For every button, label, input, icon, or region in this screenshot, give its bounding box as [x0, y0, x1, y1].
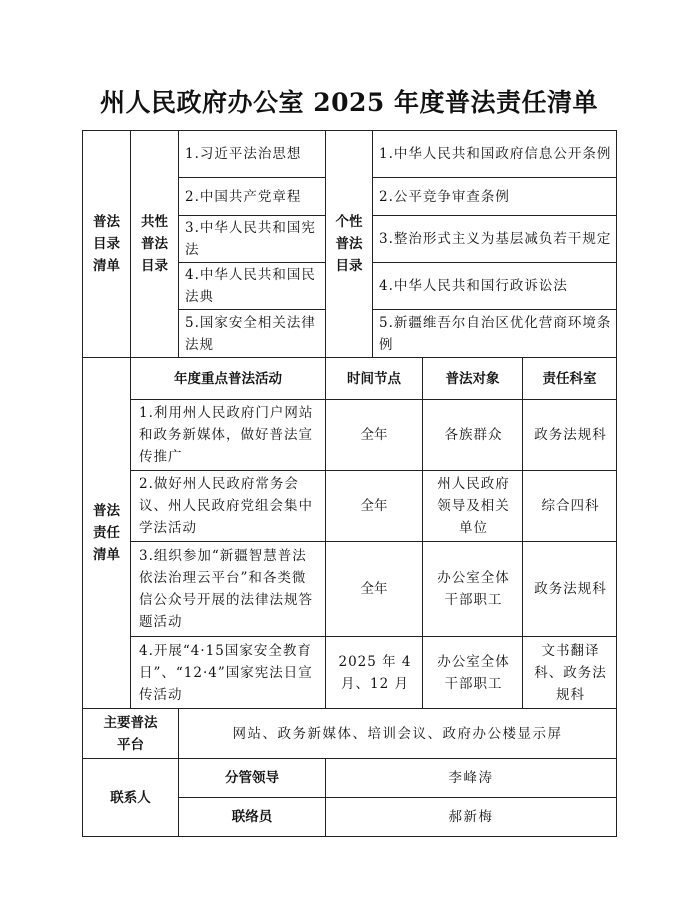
specific-item: 2.公平竞争审查条例: [373, 178, 617, 216]
table-row: [83, 400, 617, 471]
dept-cell: 政务法规科: [523, 400, 617, 471]
specific-item: 4.中华人民共和国行政诉讼法: [373, 263, 617, 310]
common-item: 3.中华人民共和国宪法: [179, 216, 326, 263]
dept-cell: 文书翻译科、政务法规科: [523, 637, 617, 709]
target-cell: 各族群众: [423, 400, 523, 471]
dept-cell: 政务法规科: [523, 542, 617, 637]
specific-item: 5.新疆维吾尔自治区优化营商环境条例: [373, 310, 617, 358]
platform-label: 主要普法 平台: [83, 709, 179, 759]
header-dept: 责任科室: [523, 358, 617, 400]
section2-label: 普法 责任 清单: [83, 358, 131, 709]
common-item: 1.习近平法治思想: [179, 131, 326, 178]
liaison-label: 联络员: [179, 798, 326, 837]
common-item: 2.中国共产党章程: [179, 178, 326, 216]
liaison-name: 郝新梅: [326, 798, 617, 837]
section1-label: 普法 目录 清单: [83, 131, 131, 358]
activity-cell: 2.做好州人民政府常务会议、州人民政府党组会集中学法活动: [131, 471, 326, 542]
header-time: 时间节点: [326, 358, 423, 400]
contact-label: 联系人: [83, 759, 179, 837]
responsibility-table: [82, 130, 617, 837]
specific-catalog-label: 个性 普法 目录: [326, 131, 373, 358]
header-activity: 年度重点普法活动: [131, 358, 326, 400]
header-target: 普法对象: [423, 358, 523, 400]
activity-cell: 1.利用州人民政府门户网站和政务新媒体，做好普法宣传推广: [131, 400, 326, 471]
table-row: [83, 471, 617, 542]
time-cell: 全年: [326, 471, 423, 542]
table-row: [83, 637, 617, 709]
activity-cell: 4.开展“4·15国家安全教育日”、“12·4”国家宪法日宣传活动: [131, 637, 326, 709]
leader-name: 李峰涛: [326, 759, 617, 798]
time-cell: 2025 年 4 月、12 月: [326, 637, 423, 709]
target-cell: 办公室全体干部职工: [423, 637, 523, 709]
dept-cell: 综合四科: [523, 471, 617, 542]
time-cell: 全年: [326, 400, 423, 471]
page-title: 州人民政府办公室 2025 年度普法责任清单: [100, 88, 598, 117]
common-item: 5.国家安全相关法律法规: [179, 310, 326, 358]
platform-value: 网站、政务新媒体、培训会议、政府办公楼显示屏: [179, 709, 617, 759]
leader-label: 分管领导: [179, 759, 326, 798]
common-catalog-label: 共性 普法 目录: [131, 131, 179, 358]
common-item: 4.中华人民共和国民法典: [179, 263, 326, 310]
time-cell: 全年: [326, 542, 423, 637]
target-cell: 办公室全体干部职工: [423, 542, 523, 637]
specific-item: 3.整治形式主义为基层减负若干规定: [373, 216, 617, 263]
table-row: [83, 542, 617, 637]
target-cell: 州人民政府领导及相关单位: [423, 471, 523, 542]
specific-item: 1.中华人民共和国政府信息公开条例: [373, 131, 617, 178]
activity-cell: 3.组织参加“新疆智慧普法依法治理云平台”和各类微信公众号开展的法律法规答题活动: [131, 542, 326, 637]
